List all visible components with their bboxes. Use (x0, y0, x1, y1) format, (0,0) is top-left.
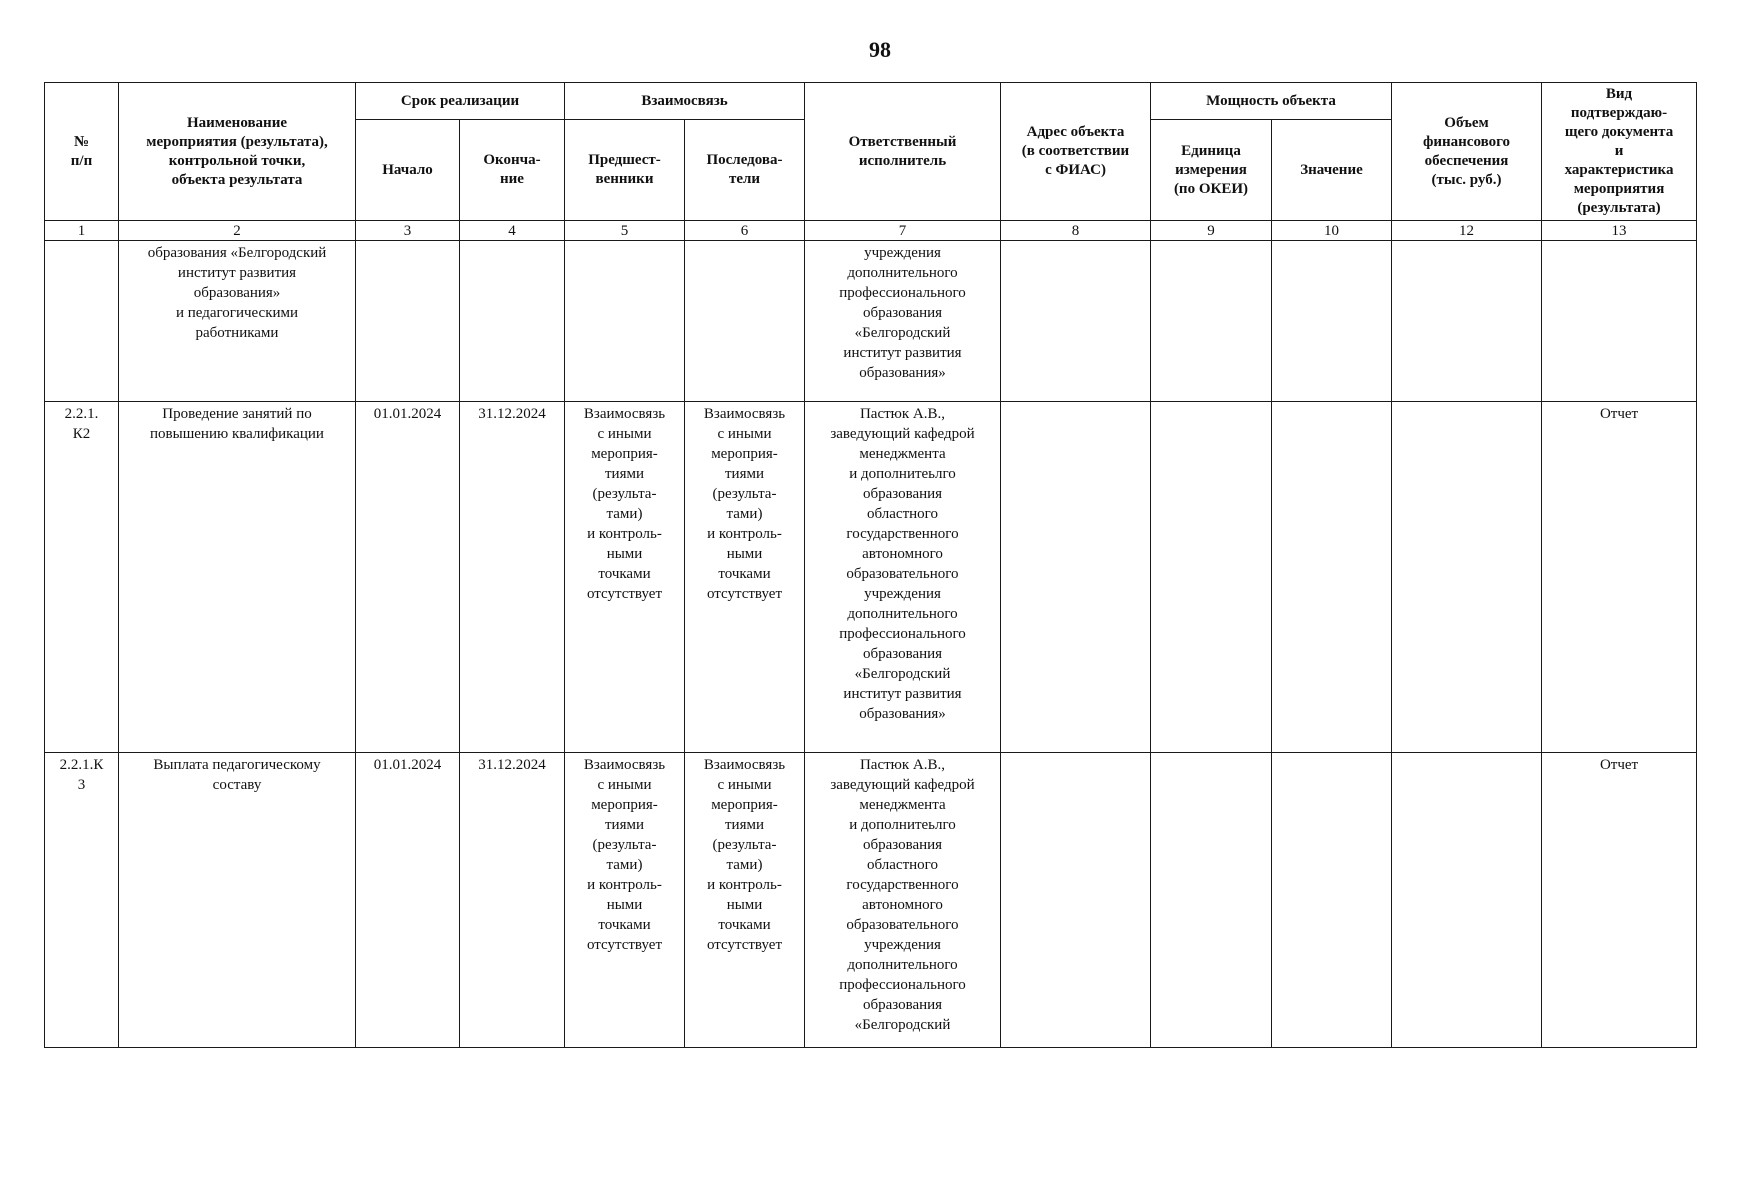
header-value: Значение (1272, 120, 1392, 221)
cell-finance (1392, 241, 1542, 402)
cell-name: Выплата педагогическому составу (119, 753, 356, 1048)
column-number: 3 (356, 221, 460, 241)
cell-predecessors (565, 241, 685, 402)
cell-unit (1151, 753, 1272, 1048)
header-start: Начало (356, 120, 460, 221)
header-address: Адрес объекта (в соответствии с ФИАС) (1001, 83, 1151, 221)
header-num: № п/п (45, 83, 119, 221)
header-term-group: Срок реализации (356, 83, 565, 120)
column-number: 4 (460, 221, 565, 241)
header-finance: Объем финансового обеспечения (тыс. руб.) (1392, 83, 1542, 221)
column-number: 12 (1392, 221, 1542, 241)
column-number: 6 (685, 221, 805, 241)
cell-address (1001, 241, 1151, 402)
cell-value (1272, 241, 1392, 402)
activities-table (44, 82, 1697, 1048)
cell-num: 2.2.1. К2 (45, 402, 119, 753)
cell-end: 31.12.2024 (460, 753, 565, 1048)
header-row-top (45, 83, 1697, 120)
cell-finance (1392, 402, 1542, 753)
column-number: 7 (805, 221, 1001, 241)
cell-name: Проведение занятий по повышению квалификации (119, 402, 356, 753)
column-number: 13 (1542, 221, 1697, 241)
column-number: 8 (1001, 221, 1151, 241)
cell-predecessors: Взаимосвязь с иными мероприя- тиями (результа- тами) и контроль- ными точками отсутствует (565, 402, 685, 753)
header-relation-group: Взаимосвязь (565, 83, 805, 120)
cell-name: образования «Белгородский институт развития образования» и педагогическими работниками (119, 241, 356, 402)
cell-unit (1151, 241, 1272, 402)
column-number: 9 (1151, 221, 1272, 241)
column-number: 1 (45, 221, 119, 241)
cell-finance (1392, 753, 1542, 1048)
cell-start (356, 241, 460, 402)
column-number: 10 (1272, 221, 1392, 241)
column-number: 2 (119, 221, 356, 241)
column-numbers-row (45, 221, 1697, 241)
cell-predecessors: Взаимосвязь с иными мероприя- тиями (результа- тами) и контроль- ными точками отсутствует (565, 753, 685, 1048)
cell-doc: Отчет (1542, 402, 1697, 753)
table-row (45, 241, 1697, 402)
cell-doc: Отчет (1542, 753, 1697, 1048)
cell-unit (1151, 402, 1272, 753)
header-successors: Последова- тели (685, 120, 805, 221)
cell-responsible: учреждения дополнительного профессионального образования «Белгородский институт развития образования» (805, 241, 1001, 402)
cell-num: 2.2.1.К 3 (45, 753, 119, 1048)
header-doc: Вид подтверждаю- щего документа и характеристика мероприятия (результата) (1542, 83, 1697, 221)
cell-value (1272, 753, 1392, 1048)
page-number: 98 (869, 37, 891, 62)
cell-value (1272, 402, 1392, 753)
table-row (45, 402, 1697, 753)
cell-doc (1542, 241, 1697, 402)
header-end: Оконча- ние (460, 120, 565, 221)
header-responsible: Ответственный исполнитель (805, 83, 1001, 221)
column-number: 5 (565, 221, 685, 241)
cell-start: 01.01.2024 (356, 753, 460, 1048)
cell-end (460, 241, 565, 402)
table-row (45, 753, 1697, 1048)
cell-end: 31.12.2024 (460, 402, 565, 753)
header-predecessors: Предшест- венники (565, 120, 685, 221)
header-capacity-group: Мощность объекта (1151, 83, 1392, 120)
cell-address (1001, 753, 1151, 1048)
cell-responsible: Пастюк А.В., заведующий кафедрой менеджмента и дополнитеьлго образования областного государственного автономного образовательного учреждения дополнительного профессионального образования «Белгородский институт развития образования» (805, 402, 1001, 753)
cell-responsible: Пастюк А.В., заведующий кафедрой менеджмента и дополнитеьлго образования областного государственного автономного образовательного учреждения дополнительного профессионального образования «Белгородский (805, 753, 1001, 1048)
cell-start: 01.01.2024 (356, 402, 460, 753)
cell-successors: Взаимосвязь с иными мероприя- тиями (результа- тами) и контроль- ными точками отсутствует (685, 753, 805, 1048)
header-unit: Единица измерения (по ОКЕИ) (1151, 120, 1272, 221)
cell-address (1001, 402, 1151, 753)
header-name: Наименование мероприятия (результата), контрольной точки, объекта результата (119, 83, 356, 221)
cell-num (45, 241, 119, 402)
cell-successors (685, 241, 805, 402)
cell-successors: Взаимосвязь с иными мероприя- тиями (результа- тами) и контроль- ными точками отсутствует (685, 402, 805, 753)
